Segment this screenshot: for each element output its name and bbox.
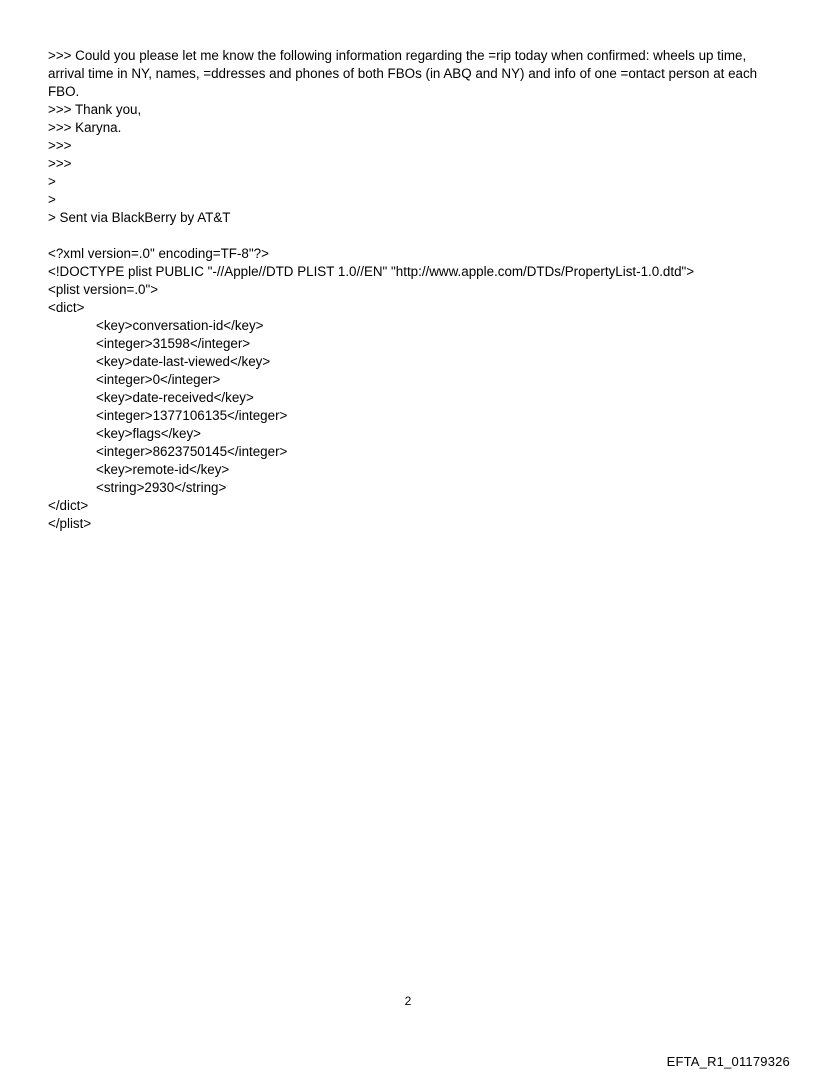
xml-declaration: <?xml version=.0" encoding=TF-8"?> — [48, 246, 269, 261]
dict-open-tag: <dict> — [48, 300, 85, 315]
document-body — [48, 47, 778, 533]
thanks-line: >>> Thank you, — [48, 102, 142, 117]
plist-open-tag: <plist version=.0"> — [48, 282, 159, 297]
sent-via-line: > Sent via BlackBerry by AT&T — [48, 210, 231, 225]
document-id: EFTA_R1_01179326 — [666, 1054, 790, 1069]
plist-entry: <integer>31598</integer> — [96, 336, 251, 351]
plist-entry: <key>date-received</key> — [96, 390, 254, 405]
plist-entry: <string>2930</string> — [96, 480, 227, 495]
spacer — [48, 227, 778, 245]
plist-entry: <integer>1377106135</integer> — [96, 408, 288, 423]
quote-line: > — [48, 174, 56, 189]
quote-line: >>> — [48, 138, 72, 153]
plist-entry: <integer>0</integer> — [96, 372, 221, 387]
plist-entry: <key>flags</key> — [96, 426, 201, 441]
quote-line: > — [48, 192, 56, 207]
plist-entry: <key>conversation-id</key> — [96, 318, 264, 333]
dict-close-tag: </dict> — [48, 498, 89, 513]
plist-close-tag: </plist> — [48, 516, 92, 531]
doctype-line: <!DOCTYPE plist PUBLIC "-//Apple//DTD PLIST 1.0//EN" "http://www.apple.com/DTDs/PropertyList-1.0.dtd"> — [48, 264, 695, 279]
quote-line: >>> — [48, 156, 72, 171]
plist-entry: <key>remote-id</key> — [96, 462, 230, 477]
signature-line: >>> Karyna. — [48, 120, 122, 135]
page-number: 2 — [404, 994, 412, 1008]
plist-entry: <key>date-last-viewed</key> — [96, 354, 271, 369]
message-paragraph: >>> Could you please let me know the following information regarding the =rip today when confirmed: wheels up time, arrival time in NY, names, =ddresses and phones of both FBOs (in ABQ and NY) and info of one =ontact person at each FBO. — [48, 48, 758, 99]
plist-entry: <integer>8623750145</integer> — [96, 444, 288, 459]
